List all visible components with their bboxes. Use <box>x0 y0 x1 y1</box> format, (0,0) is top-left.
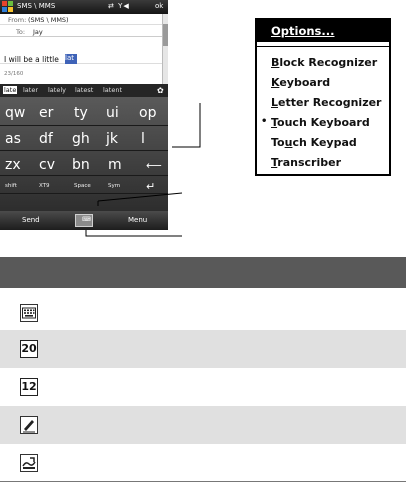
table-header <box>0 257 406 288</box>
gear-icon[interactable]: ✿ <box>157 86 164 95</box>
suggestion-item[interactable]: later <box>23 86 39 94</box>
key-as[interactable]: as <box>5 131 21 147</box>
message-highlight: lat <box>65 54 77 64</box>
key-shift[interactable]: shift <box>5 183 17 189</box>
to-label: To: <box>16 28 26 36</box>
enter-icon[interactable]: ↵ <box>146 180 156 193</box>
windows-start-icon[interactable] <box>2 1 14 13</box>
options-menu-title[interactable] <box>257 20 389 42</box>
backspace-icon[interactable]: ⟵ <box>146 159 162 172</box>
key-bn[interactable]: bn <box>72 157 90 173</box>
char-counter: 23/160 <box>4 71 24 77</box>
send-softkey[interactable]: Send <box>22 216 40 224</box>
suggestion-item[interactable]: late <box>4 86 17 94</box>
table-row <box>0 330 406 368</box>
softkey-bar <box>0 211 168 230</box>
message-text: I will be a little <box>4 55 59 64</box>
menu-item-touch-keypad[interactable]: Touch Keypad <box>271 136 357 149</box>
phone-screenshot <box>0 0 168 230</box>
table-row <box>0 294 406 332</box>
key-op[interactable]: op <box>139 105 157 121</box>
options-menu-body <box>257 20 389 174</box>
key-ty[interactable]: ty <box>74 105 88 121</box>
status-title: SMS \ MMS <box>17 2 56 10</box>
keyboard-icon <box>20 304 38 322</box>
table-row <box>0 444 406 482</box>
key-l[interactable]: l <box>141 131 145 147</box>
to-value: Jay <box>33 28 43 36</box>
menu-item-touch-keyboard[interactable]: Touch Keyboard <box>271 116 370 129</box>
pen-icon <box>20 416 38 434</box>
key-jk[interactable]: jk <box>106 131 118 147</box>
options-menu <box>255 18 391 176</box>
table-row <box>0 406 406 444</box>
keypad-12-icon: 12 <box>20 378 38 396</box>
status-bar <box>0 0 168 14</box>
key-ui[interactable]: ui <box>106 105 119 121</box>
scrollbar-thumb[interactable] <box>163 24 168 46</box>
menu-item-keyboard[interactable]: Keyboard <box>271 76 331 89</box>
keyboard-icon: ⌨ <box>82 216 91 223</box>
keyboard-divider <box>0 150 168 151</box>
options-title-text: Options... <box>271 24 335 38</box>
key-sym[interactable]: Sym <box>108 183 121 189</box>
input-panel-button[interactable] <box>75 214 93 227</box>
key-xt9[interactable]: XT9 <box>39 183 50 189</box>
menu-item-transcriber[interactable]: Transcriber <box>271 156 341 169</box>
suggestion-item[interactable]: latest <box>75 86 94 94</box>
suggestion-item[interactable]: latent <box>103 86 123 94</box>
key-m[interactable]: m <box>108 157 122 173</box>
keyboard-divider <box>0 175 168 176</box>
qwerty-20-icon: 20 <box>20 340 38 358</box>
from-label: From: <box>8 16 27 24</box>
scrollbar[interactable] <box>162 14 168 84</box>
menu-item-block-recognizer[interactable]: Block Recognizer <box>271 56 378 69</box>
word-suggestion-bar <box>0 84 168 97</box>
keyboard-divider <box>0 193 168 194</box>
key-qw[interactable]: qw <box>5 105 26 121</box>
to-field[interactable] <box>0 26 162 37</box>
from-field[interactable] <box>0 14 162 25</box>
key-gh[interactable]: gh <box>72 131 90 147</box>
menu-softkey[interactable]: Menu <box>128 216 148 224</box>
from-value: (SMS \ MMS) <box>28 16 69 24</box>
suggestion-item[interactable]: lately <box>48 86 66 94</box>
menu-separator <box>257 46 389 47</box>
key-zx[interactable]: zx <box>5 157 21 173</box>
menu-item-letter-recognizer[interactable]: Letter Recognizer <box>271 96 382 109</box>
key-er[interactable]: er <box>39 105 54 121</box>
ok-button[interactable]: ok <box>155 2 164 10</box>
transcriber-icon <box>20 454 38 472</box>
touch-keyboard <box>0 97 168 211</box>
selected-bullet-icon: • <box>261 116 268 127</box>
key-space[interactable]: Space <box>74 183 91 189</box>
table-row <box>0 368 406 406</box>
key-df[interactable]: df <box>39 131 53 147</box>
keyboard-divider <box>0 125 168 126</box>
key-cv[interactable]: cv <box>39 157 55 173</box>
status-icons: ⇄ Y◀ <box>108 2 130 10</box>
